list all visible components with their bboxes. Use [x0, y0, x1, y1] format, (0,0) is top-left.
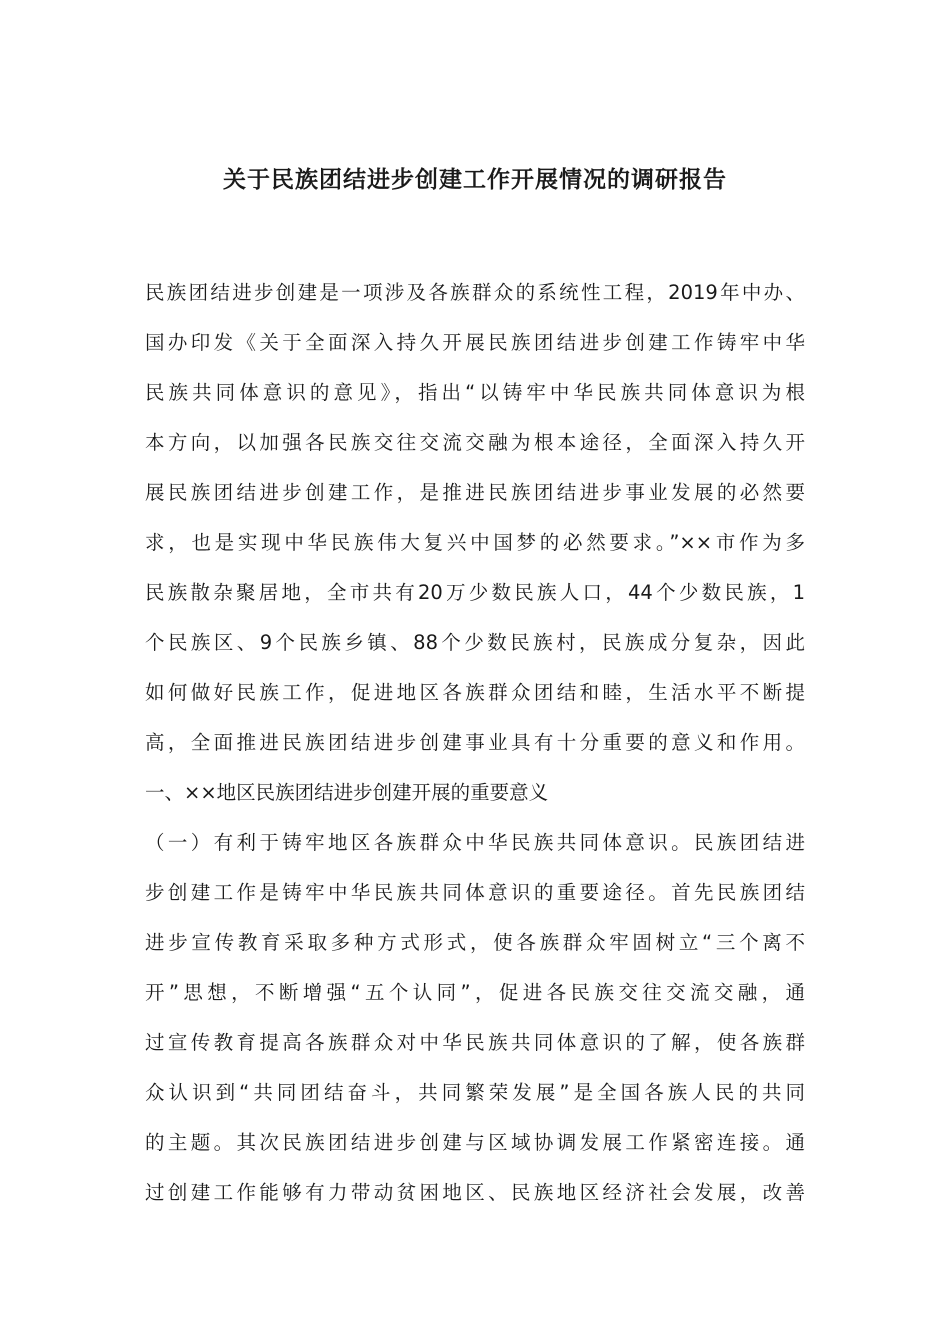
paragraph-line: 本方向，以加强各民族交往交流交融为根本途径，全面深入持久开	[145, 431, 805, 454]
paragraph-line: 高，全面推进民族团结进步创建事业具有十分重要的意义和作用。	[145, 731, 805, 754]
paragraph-line: 国办印发《关于全面深入持久开展民族团结进步创建工作铸牢中华	[145, 331, 805, 354]
paragraph-line: 的主题。其次民族团结进步创建与区域协调发展工作紧密连接。通	[145, 1131, 805, 1154]
paragraph-line: 民族共同体意识的意见》，指出“以铸牢中华民族共同体意识为根	[145, 381, 805, 404]
paragraph-line: 民族团结进步创建是一项涉及各族群众的系统性工程，2019年中办、	[145, 281, 805, 304]
paragraph-line: 个民族区、9个民族乡镇、88个少数民族村，民族成分复杂，因此	[145, 631, 805, 654]
paragraph-line: 展民族团结进步创建工作，是推进民族团结进步事业发展的必然要	[145, 481, 805, 504]
paragraph-line: 步创建工作是铸牢中华民族共同体意识的重要途径。首先民族团结	[145, 881, 805, 904]
paragraph-line: （一）有利于铸牢地区各族群众中华民族共同体意识。民族团结进	[145, 831, 805, 854]
paragraph-line: 众认识到“共同团结奋斗，共同繁荣发展”是全国各族人民的共同	[145, 1081, 805, 1104]
section-heading: 一、××地区民族团结进步创建开展的重要意义	[145, 781, 549, 804]
paragraph-line: 求，也是实现中华民族伟大复兴中国梦的必然要求。”××市作为多	[145, 531, 805, 554]
paragraph-line: 过宣传教育提高各族群众对中华民族共同体意识的了解，使各族群	[145, 1031, 805, 1054]
document-title: 关于民族团结进步创建工作开展情况的调研报告	[223, 167, 727, 193]
paragraph-line: 开”思想，不断增强“五个认同”，促进各民族交往交流交融，通	[145, 981, 805, 1004]
paragraph-line: 如何做好民族工作，促进地区各族群众团结和睦，生活水平不断提	[145, 681, 805, 704]
paragraph-line: 过创建工作能够有力带动贫困地区、民族地区经济社会发展，改善	[145, 1181, 805, 1204]
paragraph-line: 进步宣传教育采取多种方式形式，使各族群众牢固树立“三个离不	[145, 931, 805, 954]
paragraph-line: 民族散杂聚居地，全市共有20万少数民族人口，44个少数民族，1	[145, 581, 805, 604]
